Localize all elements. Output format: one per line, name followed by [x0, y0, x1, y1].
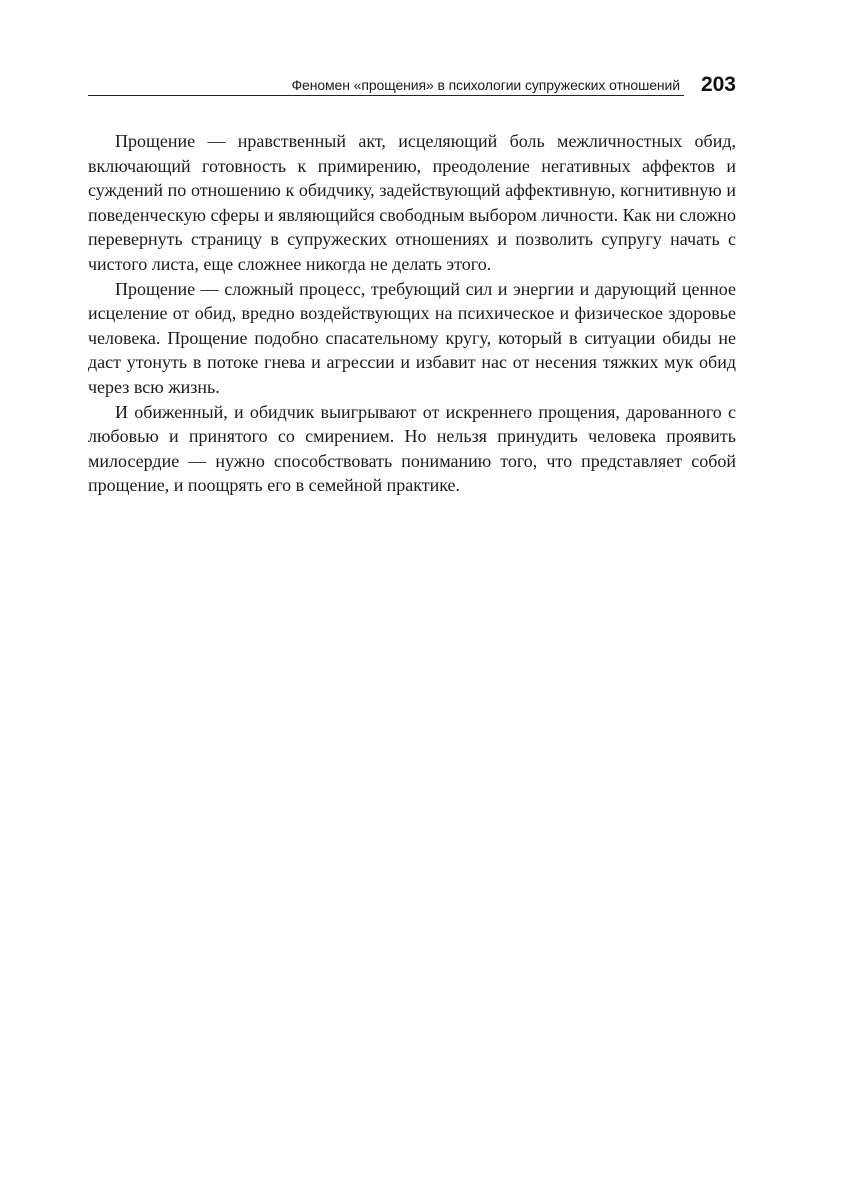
paragraph-3: И обиженный, и обидчик выигрывают от искреннего прощения, дарованного с любовью и принятого со смирением. Но нельзя принудить человека проявить милосердие — нужно способствовать пониманию того, что представляет собой прощение, и поощрять его в семейной практике. [88, 401, 736, 496]
header-rule [88, 95, 684, 96]
page-number: 203 [700, 73, 736, 96]
paragraph-2: Прощение — сложный процесс, требующий сил и энергии и дарующий ценное исцеление от обид, вредно воздействующих на психическое и физическое здоровье человека. Прощение подобно спасательному кругу, который в ситуации обиды не даст утонуть в потоке гнева и агрессии и избавит нас от несения тяжких мук обид через всю жизнь. [88, 278, 736, 397]
running-title: Феномен «прощения» в психологии супружеских отношений [291, 77, 680, 93]
body-text [88, 129, 736, 498]
paragraph-1: Прощение — нравственный акт, исцеляющий боль межличностных обид, включающий готовность к примирению, преодоление негативных аффектов и суждений по отношению к обидчику, задействующий аффективную, когнитивную и поведенческую сферы и являющийся свободным выбором личности. Как ни сложно перевернуть страницу в супружеских отношениях и позволить супругу начать с чистого листа, еще сложнее никогда не делать этого. [88, 131, 736, 274]
